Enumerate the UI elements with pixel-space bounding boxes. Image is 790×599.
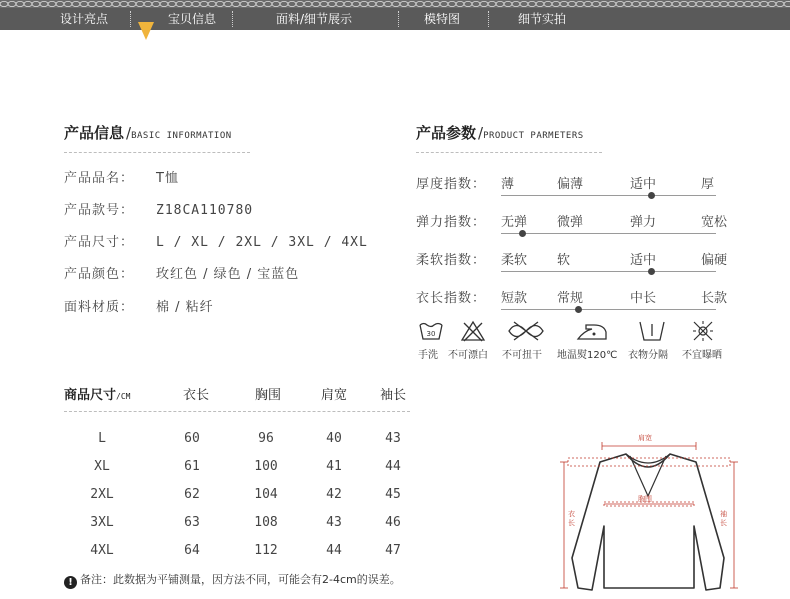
- param-selected-dot: [519, 230, 526, 237]
- measure-cell: 47: [385, 543, 401, 558]
- info-row-colors: [64, 263, 299, 282]
- nav-tab-model[interactable]: 模特图: [423, 12, 460, 26]
- param-scale-line: [501, 271, 716, 272]
- param-option: 常规: [557, 291, 584, 306]
- nav-bar: [0, 8, 790, 30]
- nav-divider: [130, 11, 131, 27]
- chest-label: 胸围: [638, 495, 652, 503]
- separate-wash-icon: [636, 320, 668, 342]
- measure-cell: 45: [385, 487, 401, 502]
- info-label: 产品品名：: [64, 171, 135, 186]
- info-value: Z18CA110780: [156, 203, 254, 218]
- measure-cell: 62: [184, 487, 200, 502]
- nav-border-pattern: [0, 0, 790, 8]
- param-option: 中长: [630, 291, 657, 306]
- info-value: 棉 / 粘纤: [156, 300, 214, 315]
- nav-divider: [398, 11, 399, 27]
- no-wring-icon: [506, 320, 546, 342]
- param-label: 柔软指数：: [416, 253, 487, 268]
- nav-tab-fabric-details[interactable]: 面料/细节展示: [275, 12, 353, 26]
- header-sleeve: 袖长: [379, 388, 406, 403]
- param-option: 柔软: [501, 253, 528, 268]
- care-label-separate: 衣物分隔: [628, 350, 668, 361]
- basic-info-heading: 产品信息 /BASIC INFORMATION: [64, 124, 232, 142]
- param-scale-line: [501, 233, 716, 234]
- no-bleach-icon: [460, 320, 486, 342]
- info-label: 产品尺寸：: [64, 235, 135, 250]
- size-table-title: 商品尺寸/CM: [64, 388, 131, 403]
- param-selected-dot: [648, 192, 655, 199]
- info-value: T恤: [156, 171, 179, 186]
- info-label: 面料材质：: [64, 300, 135, 315]
- garment-measure-diagram: [560, 428, 740, 599]
- measure-cell: 64: [184, 543, 200, 558]
- size-cell: 2XL: [90, 487, 114, 502]
- param-option: 偏硬: [701, 253, 728, 268]
- nav-divider: [488, 11, 489, 27]
- active-tab-pointer-icon: [138, 8, 154, 42]
- shoulder-label: 肩宽: [638, 434, 652, 442]
- size-cell: L: [98, 431, 106, 446]
- info-value: L / XL / 2XL / 3XL / 4XL: [156, 235, 368, 250]
- info-row-sizes: [64, 231, 368, 250]
- header-shoulder: 肩宽: [320, 388, 347, 403]
- param-option: 厚: [701, 177, 715, 192]
- measure-cell: 63: [184, 515, 200, 530]
- care-label-low-iron: 地温熨120℃: [557, 350, 618, 361]
- param-option: 宽松: [701, 215, 728, 230]
- param-option: 适中: [630, 177, 657, 192]
- hand-wash-icon: [418, 320, 444, 342]
- info-row-name: [64, 167, 179, 186]
- measure-cell: 108: [254, 515, 278, 530]
- info-label: 产品款号：: [64, 203, 135, 218]
- measure-cell: 60: [184, 431, 200, 446]
- note-text: 备注：此数据为平铺测量，因方法不同，可能会有2-4cm的误差。: [80, 573, 401, 586]
- sleeve-label: 袖长: [720, 510, 727, 527]
- size-table-divider: [64, 411, 410, 412]
- care-label-no-wring: 不可扭干: [502, 350, 542, 361]
- measure-cell: 40: [326, 431, 342, 446]
- param-label: 弹力指数：: [416, 215, 487, 230]
- param-selected-dot: [575, 306, 582, 313]
- param-option: 无弹: [501, 215, 528, 230]
- tshirt-outline-icon: [560, 428, 740, 599]
- size-cell: XL: [94, 459, 110, 474]
- param-option: 长款: [701, 291, 728, 306]
- size-cell: 4XL: [90, 543, 114, 558]
- measure-cell: 42: [326, 487, 342, 502]
- size-cell: 3XL: [90, 515, 114, 530]
- param-option: 软: [557, 253, 571, 268]
- basic-info-divider: [64, 152, 250, 153]
- param-option: 微弹: [557, 215, 584, 230]
- length-label: 衣长: [568, 510, 575, 527]
- info-row-material: [64, 296, 214, 315]
- care-label-no-sun: 不宜曝晒: [682, 350, 722, 361]
- measure-cell: 43: [326, 515, 342, 530]
- measure-cell: 61: [184, 459, 200, 474]
- param-label: 厚度指数：: [416, 177, 487, 192]
- params-heading: 产品参数 /PRODUCT PARMETERS: [416, 124, 584, 142]
- info-row-style-no: [64, 199, 253, 218]
- param-option: 弹力: [630, 215, 657, 230]
- care-label-hand-wash: 手洗: [418, 350, 438, 361]
- measure-cell: 104: [254, 487, 278, 502]
- measure-cell: 96: [258, 431, 274, 446]
- nav-tab-detail-photos[interactable]: 细节实拍: [517, 12, 566, 26]
- param-option: 薄: [501, 177, 515, 192]
- params-divider: [416, 152, 602, 153]
- measurement-note: [64, 571, 401, 589]
- svg-text:30: 30: [426, 330, 436, 338]
- param-scale-line: [501, 195, 716, 196]
- measure-cell: 41: [326, 459, 342, 474]
- nav-divider: [232, 11, 233, 27]
- param-scale-line: [501, 309, 716, 310]
- no-sun-icon: [690, 320, 716, 342]
- care-label-no-bleach: 不可漂白: [448, 350, 488, 361]
- nav-tab-highlights[interactable]: 设计亮点: [59, 12, 108, 26]
- param-option: 偏薄: [557, 177, 584, 192]
- param-option: 短款: [501, 291, 528, 306]
- param-selected-dot: [648, 268, 655, 275]
- info-label: 产品颜色：: [64, 267, 135, 282]
- measure-cell: 44: [326, 543, 342, 558]
- nav-tab-product-info[interactable]: 宝贝信息: [167, 12, 216, 26]
- info-value: 玫红色 / 绿色 / 宝蓝色: [156, 267, 300, 282]
- header-chest: 胸围: [254, 388, 281, 403]
- measure-cell: 46: [385, 515, 401, 530]
- param-label: 衣长指数：: [416, 291, 487, 306]
- measure-cell: 100: [254, 459, 278, 474]
- measure-cell: 112: [254, 543, 278, 558]
- header-length: 衣长: [182, 388, 209, 403]
- param-option: 适中: [630, 253, 657, 268]
- exclamation-icon: !: [64, 576, 77, 589]
- low-iron-icon: [576, 320, 608, 342]
- measure-cell: 44: [385, 459, 401, 474]
- measure-cell: 43: [385, 431, 401, 446]
